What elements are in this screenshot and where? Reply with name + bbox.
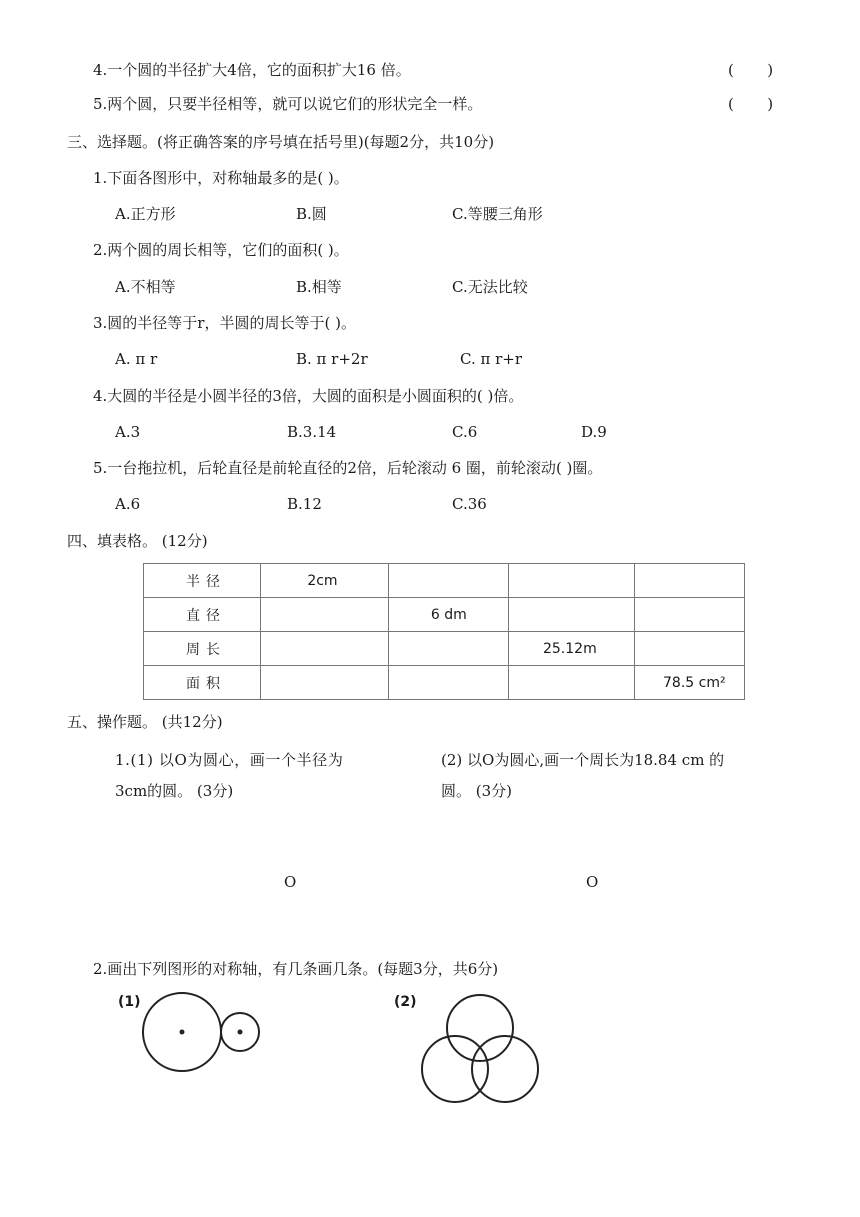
small-circle-center <box>238 1030 243 1035</box>
choice-5-option-c: C.36 <box>452 495 487 513</box>
table-cell[interactable] <box>261 632 389 666</box>
table-cell[interactable] <box>388 632 508 666</box>
row-label: 面积 <box>144 666 261 700</box>
judge-answer-paren-4[interactable]: ( ) <box>728 61 774 79</box>
choice-2-option-b: B.相等 <box>296 278 342 296</box>
circle-fill-table <box>143 563 745 700</box>
large-circle-center <box>180 1030 185 1035</box>
table-cell[interactable]: 25.12m <box>508 632 634 666</box>
table-cell[interactable] <box>388 666 508 700</box>
section-3-heading: 三、选择题。(将正确答案的序号填在括号里)(每题2分，共10分) <box>67 133 495 151</box>
figure-2-label: (2) <box>394 994 417 1010</box>
table-cell[interactable] <box>635 598 745 632</box>
choice-1-option-c: C.等腰三角形 <box>452 205 543 223</box>
table-cell[interactable]: 2cm <box>261 564 389 598</box>
table-cell[interactable] <box>388 564 508 598</box>
table-cell[interactable] <box>508 564 634 598</box>
section-5-heading: 五、操作题。 (共12分) <box>67 713 223 731</box>
table-cell[interactable] <box>508 598 634 632</box>
choice-3-option-b: B. π r+2r <box>296 350 368 368</box>
choice-4-option-b: B.3.14 <box>287 423 337 441</box>
row-label: 周长 <box>144 632 261 666</box>
choice-question-5: 5.一台拖拉机，后轮直径是前轮直径的2倍，后轮滚动 6 圈，前轮滚动( )圈。 <box>93 459 603 477</box>
table-row <box>144 598 745 632</box>
table-cell[interactable] <box>635 632 745 666</box>
choice-5-option-b: B.12 <box>287 495 322 513</box>
choice-2-option-c: C.无法比较 <box>452 278 528 296</box>
judge-question-4: 4.一个圆的半径扩大4倍，它的面积扩大16 倍。 <box>93 61 411 79</box>
figure-2-three-circles <box>418 990 543 1110</box>
choice-1-option-a: A.正方形 <box>115 205 176 223</box>
task-1-part-2-line-1: (2) 以O为圆心,画一个周长为18.84 cm 的 <box>441 751 725 769</box>
table-cell[interactable] <box>508 666 634 700</box>
figure-1-two-circles <box>140 990 270 1080</box>
task-1-part-1-line-1: 1.(1) 以O为圆心，画一个半径为 <box>115 751 344 769</box>
choice-question-3: 3.圆的半径等于r，半圆的周长等于( )。 <box>93 314 356 332</box>
figure-1-label: (1) <box>118 994 141 1010</box>
task-2-question: 2.画出下列图形的对称轴，有几条画几条。(每题3分，共6分) <box>93 960 499 978</box>
choice-4-option-a: A.3 <box>115 423 141 441</box>
choice-5-option-a: A.6 <box>115 495 141 513</box>
task-1-part-2-line-2: 圆。 (3分) <box>441 782 513 800</box>
row-label: 半径 <box>144 564 261 598</box>
table-cell[interactable]: 6 dm <box>388 598 508 632</box>
right-circle <box>472 1036 538 1102</box>
table-cell[interactable] <box>261 666 389 700</box>
choice-3-option-c: C. π r+r <box>460 350 523 368</box>
left-circle <box>422 1036 488 1102</box>
center-point-label: O <box>284 873 297 891</box>
choice-question-2: 2.两个圆的周长相等，它们的面积( )。 <box>93 241 349 259</box>
table-row <box>144 632 745 666</box>
choice-question-4: 4.大圆的半径是小圆半径的3倍，大圆的面积是小圆面积的( )倍。 <box>93 387 524 405</box>
table-cell[interactable] <box>635 564 745 598</box>
row-label: 直径 <box>144 598 261 632</box>
choice-4-option-c: C.6 <box>452 423 478 441</box>
center-point-label: O <box>586 873 599 891</box>
table-cell[interactable] <box>261 598 389 632</box>
judge-answer-paren-5[interactable]: ( ) <box>728 95 774 113</box>
table-row <box>144 564 745 598</box>
choice-1-option-b: B.圆 <box>296 205 327 223</box>
table-row <box>144 666 745 700</box>
choice-3-option-a: A. π r <box>115 350 158 368</box>
choice-question-1: 1.下面各图形中，对称轴最多的是( )。 <box>93 169 349 187</box>
section-4-heading: 四、填表格。 (12分) <box>67 532 208 550</box>
top-circle <box>447 995 513 1061</box>
choice-4-option-d: D.9 <box>581 423 607 441</box>
table-cell[interactable]: 78.5 cm² <box>635 666 745 700</box>
judge-question-5: 5.两个圆，只要半径相等，就可以说它们的形状完全一样。 <box>93 95 483 113</box>
task-1-part-1-line-2: 3cm的圆。 (3分) <box>115 782 234 800</box>
choice-2-option-a: A.不相等 <box>115 278 176 296</box>
